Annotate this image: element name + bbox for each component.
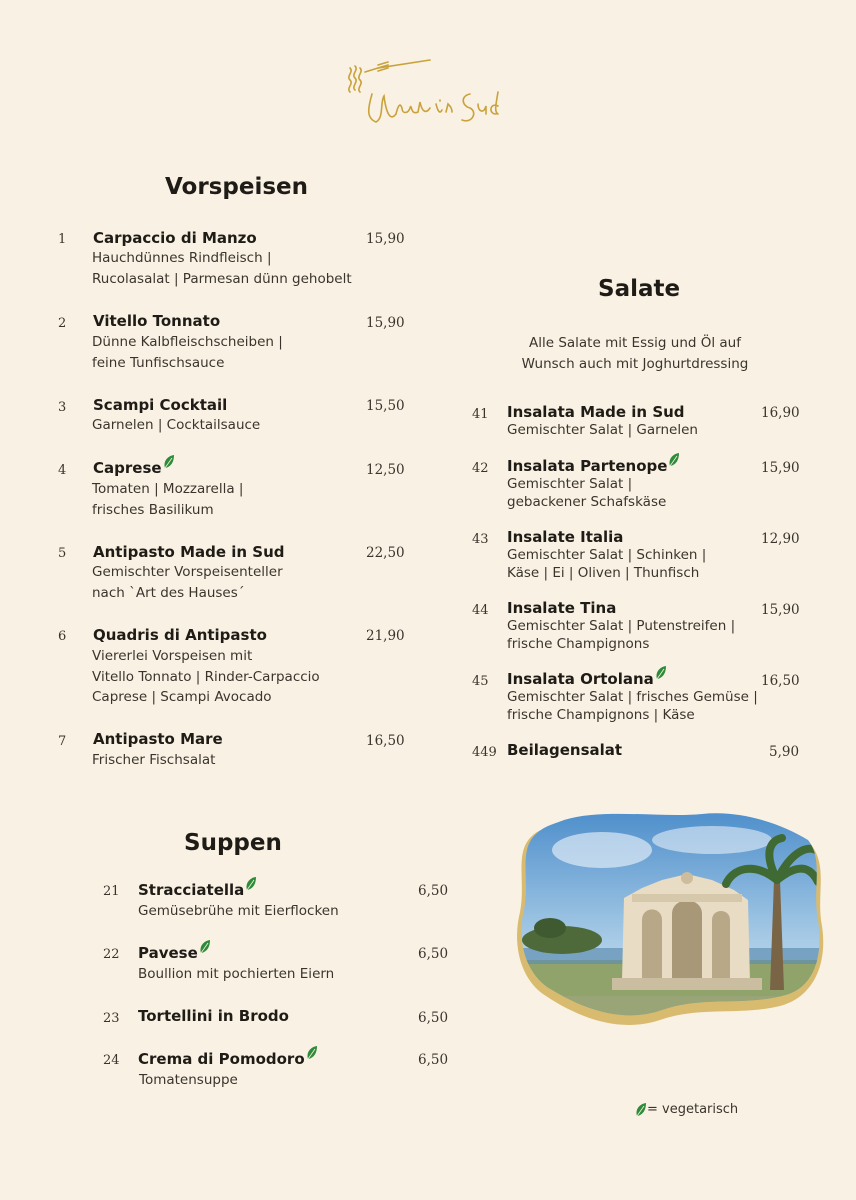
description-line: Gemischter Salat | Schinken | — [507, 547, 707, 563]
item-description — [92, 415, 260, 436]
item-name: Insalate Italia — [507, 528, 624, 546]
item-name: Insalata Ortolana — [507, 670, 654, 688]
item-description — [92, 646, 320, 708]
item-name: Antipasto Made in Sud — [93, 543, 285, 561]
description-line: Viererlei Vorspeisen mit — [92, 648, 253, 664]
item-name: Insalate Tina — [507, 599, 617, 617]
item-description — [92, 750, 215, 771]
item-name-container — [138, 1050, 318, 1068]
item-description — [138, 901, 339, 922]
section-title-salate: Salate — [598, 276, 681, 302]
item-description — [507, 688, 758, 724]
item-price: 6,50 — [418, 1010, 449, 1026]
item-number: 2 — [58, 316, 67, 331]
item-number: 1 — [58, 232, 67, 247]
item-description — [92, 332, 283, 373]
item-description — [139, 1070, 238, 1091]
item-price: 15,90 — [366, 315, 405, 331]
leaf-icon — [655, 665, 667, 680]
leaf-icon — [668, 452, 680, 467]
description-line: Garnelen | Cocktailsauce — [92, 417, 261, 433]
item-description — [138, 964, 334, 985]
item-price: 6,50 — [418, 1052, 449, 1068]
description-line: Vitello Tonnato | Rinder-Carpaccio — [92, 668, 320, 685]
item-number: 21 — [103, 884, 120, 899]
item-description — [507, 546, 706, 582]
item-description — [507, 617, 735, 653]
salate-intro-line: Alle Salate mit Essig und Öl auf — [528, 335, 741, 351]
item-price: 15,90 — [761, 460, 800, 476]
item-description — [507, 475, 666, 511]
description-line: nach `Art des Hauses´ — [92, 584, 245, 601]
section-title-vorspeisen: Vorspeisen — [165, 174, 308, 200]
description-line: Gemüsebrühe mit Eierflocken — [138, 903, 339, 919]
item-name-container — [138, 944, 211, 962]
salate-intro — [500, 333, 770, 375]
leaf-icon — [306, 1045, 318, 1060]
item-price: 12,50 — [366, 462, 405, 478]
item-price: 15,50 — [366, 398, 405, 414]
description-line: Dünne Kalbfleischscheiben | — [92, 334, 283, 350]
description-line: Caprese | Scampi Avocado — [92, 689, 272, 705]
description-line: Gemischter Salat | Putenstreifen | — [507, 618, 736, 634]
item-name: Antipasto Mare — [93, 730, 223, 748]
item-name-container — [138, 881, 257, 899]
made-in-sud-logo — [340, 56, 510, 136]
description-line: frische Champignons — [507, 636, 650, 652]
item-number: 23 — [103, 1011, 120, 1026]
description-line: feine Tunfischsauce — [92, 354, 225, 371]
item-price: 5,90 — [769, 744, 800, 760]
item-price: 16,90 — [761, 405, 800, 421]
item-number: 24 — [103, 1053, 120, 1068]
description-line: Frischer Fischsalat — [92, 752, 216, 768]
item-number: 44 — [472, 603, 489, 618]
item-description — [507, 421, 698, 439]
item-number: 6 — [58, 629, 67, 644]
item-price: 16,50 — [761, 673, 800, 689]
description-line: Gemischter Salat | Garnelen — [507, 422, 698, 438]
vegetarian-legend — [634, 1102, 738, 1117]
description-line: Gemischter Salat | — [507, 476, 633, 492]
item-description — [92, 248, 352, 289]
description-line: gebackener Schafskäse — [507, 494, 667, 510]
leaf-icon — [199, 939, 211, 954]
item-number: 42 — [472, 461, 489, 476]
item-name-container — [507, 457, 680, 475]
item-name: Scampi Cocktail — [93, 396, 228, 414]
item-number: 4 — [58, 463, 67, 478]
description-line: frisches Basilikum — [92, 501, 214, 518]
item-name-container — [93, 459, 175, 477]
description-line: Boullion mit pochierten Eiern — [138, 966, 335, 982]
description-line: Rucolasalat | Parmesan dünn gehobelt — [92, 270, 352, 287]
item-name: Beilagensalat — [507, 741, 623, 759]
description-line: Hauchdünnes Rindfleisch | — [92, 250, 272, 266]
item-name: Carpaccio di Manzo — [93, 229, 257, 247]
item-name: Caprese — [93, 459, 162, 477]
leaf-icon — [245, 876, 257, 891]
description-line: Gemischter Salat | frisches Gemüse | — [507, 689, 758, 705]
item-name: Vitello Tonnato — [93, 312, 221, 330]
item-description — [92, 562, 283, 603]
item-price: 22,50 — [366, 545, 405, 561]
item-number: 5 — [58, 546, 67, 561]
item-price: 15,90 — [366, 231, 405, 247]
description-line: Tomatensuppe — [139, 1072, 238, 1088]
item-name: Quadris di Antipasto — [93, 626, 267, 644]
description-line: Gemischter Vorspeisenteller — [92, 564, 283, 580]
item-price: 21,90 — [366, 628, 405, 644]
item-name-container — [507, 670, 667, 688]
section-title-suppen: Suppen — [184, 830, 282, 856]
item-name: Insalata Partenope — [507, 457, 668, 475]
fountain-watercolor-image — [512, 810, 824, 1028]
item-name: Stracciatella — [138, 881, 245, 899]
item-price: 16,50 — [366, 733, 405, 749]
item-number: 449 — [472, 745, 497, 760]
description-line: Tomaten | Mozzarella | — [92, 481, 244, 497]
description-line: frische Champignons | Käse — [507, 707, 695, 723]
item-number: 45 — [472, 674, 489, 689]
item-name: Insalata Made in Sud — [507, 403, 685, 421]
leaf-icon — [163, 454, 175, 469]
item-name: Tortellini in Brodo — [138, 1007, 289, 1025]
item-price: 12,90 — [761, 531, 800, 547]
item-price: 6,50 — [418, 883, 449, 899]
item-description — [92, 479, 243, 520]
item-number: 22 — [103, 947, 120, 962]
salate-intro-line: Wunsch auch mit Joghurtdressing — [521, 356, 749, 372]
item-number: 7 — [58, 734, 67, 749]
legend-label: = vegetarisch — [647, 1102, 739, 1117]
description-line: Käse | Ei | Oliven | Thunfisch — [507, 565, 700, 581]
item-number: 3 — [58, 400, 67, 415]
leaf-icon — [635, 1102, 647, 1117]
item-name: Pavese — [138, 944, 198, 962]
item-number: 41 — [472, 407, 489, 422]
item-number: 43 — [472, 532, 489, 547]
item-name: Crema di Pomodoro — [138, 1050, 305, 1068]
item-price: 6,50 — [418, 946, 449, 962]
item-price: 15,90 — [761, 602, 800, 618]
